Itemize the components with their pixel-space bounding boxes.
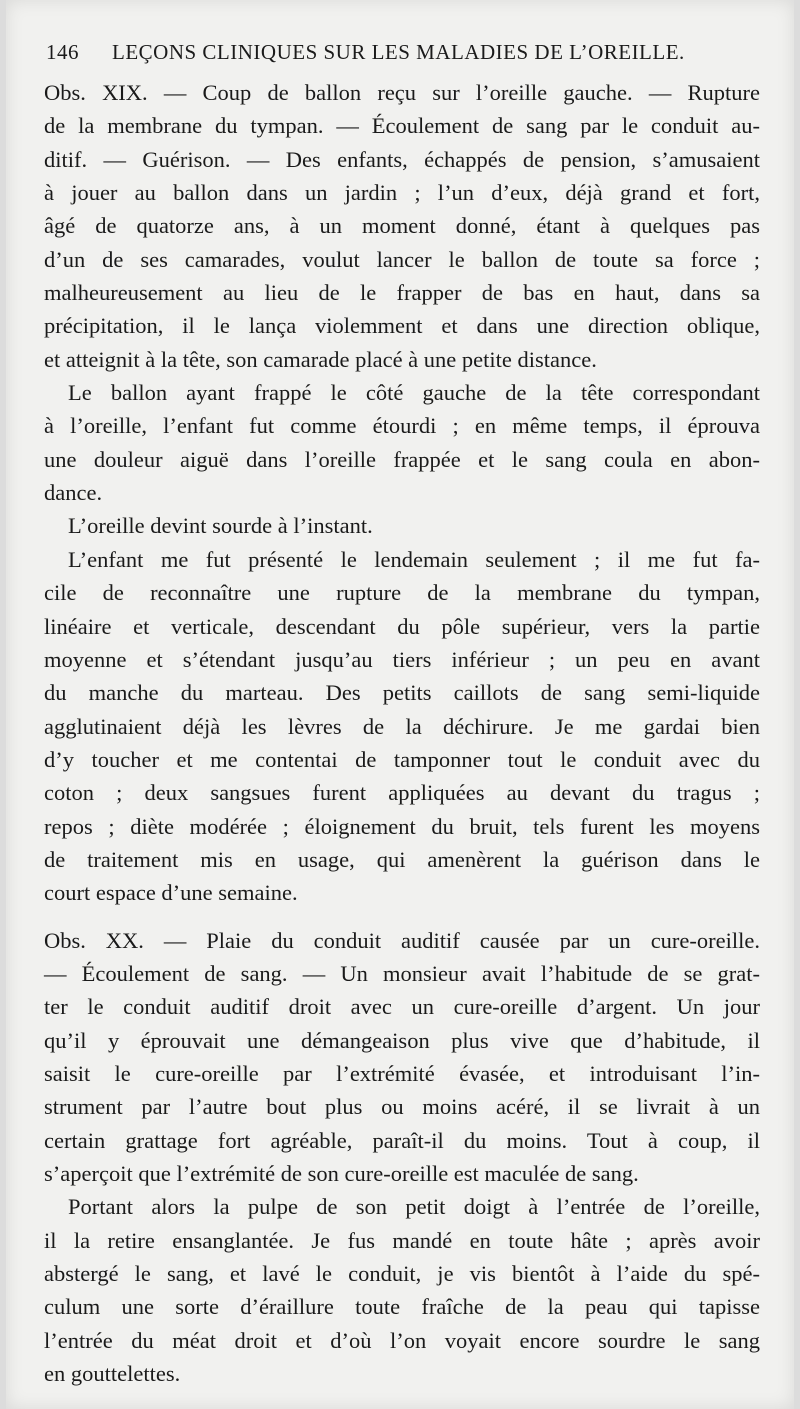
running-title: LEÇONS CLINIQUES SUR LES MALADIES DE L’OREILLE. xyxy=(112,40,685,64)
obs19-line: malheureusement au lieu de le frapper de bas en haut, dans sa xyxy=(44,280,760,306)
obs19-line: court espace d’une semaine. xyxy=(44,880,298,906)
obs19-line: ditif. — Guérison. — Des enfants, échappés de pension, s’amusaient xyxy=(44,146,760,172)
obs20-line: abstergé le sang, et lavé le conduit, je vis bientôt à l’aide du spé- xyxy=(44,1261,760,1287)
obs20-line: saisit le cure-oreille par l’extrémité évasée, et introduisant l’in- xyxy=(44,1060,760,1086)
obs20-line: qu’il y éprouvait une démangeaison plus vive que d’habitude, il xyxy=(44,1027,760,1053)
obs19-line: à jouer au ballon dans un jardin ; l’un d’eux, déjà grand et fort, xyxy=(44,180,760,206)
obs19-line: d’y toucher et me contentai de tamponner tout le conduit avec du xyxy=(44,746,760,772)
obs20-line: il la retire ensanglantée. Je fus mandé en toute hâte ; après avoir xyxy=(44,1227,760,1253)
obs19-line: moyenne et s’étendant jusqu’au tiers inférieur ; un peu en avant xyxy=(44,646,760,672)
obs19-line: du manche du marteau. Des petits caillots de sang semi-liquide xyxy=(44,680,760,706)
obs19-line: de la membrane du tympan. — Écoulement de sang par le conduit au- xyxy=(44,113,760,139)
page-number: 146 xyxy=(46,40,79,64)
obs20-line: ter le conduit auditif droit avec un cure-oreille d’argent. Un jour xyxy=(44,994,760,1020)
obs19-line: et atteignit à la tête, son camarade placé à une petite distance. xyxy=(44,346,597,372)
obs19-line: agglutinaient déjà les lèvres de la déchirure. Je me gardai bien xyxy=(44,713,760,739)
obs20-line: Obs. XX. — Plaie du conduit auditif causée par un cure-oreille. xyxy=(44,927,760,953)
obs19-line: cile de reconnaître une rupture de la membrane du tympan, xyxy=(44,580,760,606)
obs20-line: certain grattage fort agréable, paraît-il du moins. Tout à coup, il xyxy=(44,1127,760,1153)
obs20-line: en gouttelettes. xyxy=(44,1361,181,1387)
obs20-line: Portant alors la pulpe de son petit doigt à l’entrée de l’oreille, xyxy=(68,1194,760,1220)
obs19-line: L’enfant me fut présenté le lendemain seulement ; il me fut fa- xyxy=(68,546,760,572)
obs19-line: coton ; deux sangsues furent appliquées au devant du tragus ; xyxy=(44,780,760,806)
obs19-line: précipitation, il le lança violemment et dans une direction oblique, xyxy=(44,313,760,339)
obs20-line: strument par l’autre bout plus ou moins acéré, il se livrait à un xyxy=(44,1094,760,1120)
obs19-line: Obs. XIX. — Coup de ballon reçu sur l’oreille gauche. — Rupture xyxy=(44,80,760,105)
obs19-line: repos ; diète modérée ; éloignement du bruit, tels furent les moyens xyxy=(44,813,760,839)
body-text xyxy=(44,76,760,1390)
obs20-line: culum une sorte d’éraillure toute fraîche de la peau qui tapisse xyxy=(44,1294,760,1320)
obs19-line: Le ballon ayant frappé le côté gauche de la tête correspondant xyxy=(68,380,760,406)
obs19-line: âgé de quatorze ans, à un moment donné, étant à quelques pas xyxy=(44,213,760,239)
obs20-line: s’aperçoit que l’extrémité de son cure-oreille est maculée de sang. xyxy=(44,1161,639,1186)
obs19-line: de traitement mis en usage, qui amenèrent la guérison dans le xyxy=(44,846,760,872)
running-header xyxy=(46,40,766,65)
obs20-line: l’entrée du méat droit et d’où l’on voyait encore sourdre le sang xyxy=(44,1327,760,1353)
obs19-line: d’un de ses camarades, voulut lancer le ballon de toute sa force ; xyxy=(44,246,760,272)
section-gap xyxy=(44,910,760,924)
obs19-line: une douleur aiguë dans l’oreille frappée et le sang coula en abon- xyxy=(44,446,760,472)
obs20-line: — Écoulement de sang. — Un monsieur avait l’habitude de se grat- xyxy=(44,960,760,986)
obs19-line: L’oreille devint sourde à l’instant. xyxy=(68,513,373,539)
obs19-line: à l’oreille, l’enfant fut comme étourdi ; en même temps, il éprouva xyxy=(44,413,760,439)
book-page xyxy=(6,0,794,1409)
obs19-line: dance. xyxy=(44,480,103,506)
obs19-line: linéaire et verticale, descendant du pôle supérieur, vers la partie xyxy=(44,613,760,639)
